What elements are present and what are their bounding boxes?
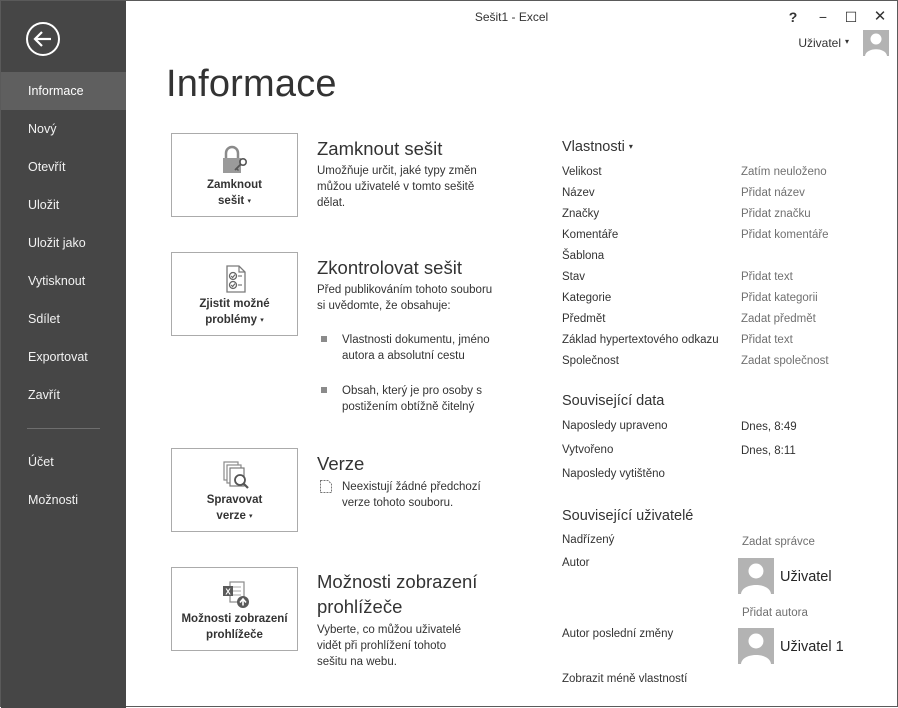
property-value-company[interactable]: Zadat společnost	[741, 355, 829, 367]
document-icon	[319, 479, 333, 499]
title-bar	[126, 1, 897, 33]
inspect-document-icon	[172, 263, 297, 295]
browser-view-options-button[interactable]	[171, 567, 298, 651]
property-value-subject[interactable]: Zadat předmět	[741, 313, 816, 325]
property-label: Předmět	[562, 313, 606, 325]
property-label: Společnost	[562, 355, 619, 367]
related-dates-heading: Související data	[562, 393, 665, 409]
property-label: Komentáře	[562, 229, 619, 241]
property-value-hyperlink-base[interactable]: Přidat text	[741, 334, 793, 346]
nav-item-ulozit[interactable]: Uložit	[28, 198, 60, 212]
protect-workbook-button[interactable]	[171, 133, 298, 217]
property-label: Kategorie	[562, 292, 612, 304]
author-label: Autor	[562, 557, 590, 569]
backstage-nav	[1, 72, 126, 519]
date-label: Naposledy upraveno	[562, 420, 668, 432]
property-label: Značky	[562, 208, 600, 220]
nav-item-otevrit[interactable]: Otevřít	[28, 160, 66, 174]
browser-tile-label: Možnosti zobrazení prohlížeče	[181, 613, 288, 641]
check-for-issues-button[interactable]	[171, 252, 298, 336]
nav-item-vytisknout[interactable]: Vytisknout	[28, 274, 86, 288]
property-label: Základ hypertextového odkazu	[562, 334, 719, 346]
page-title: Informace	[166, 63, 337, 105]
properties-heading[interactable]: Vlastnosti ▾	[562, 139, 633, 155]
svg-text:X: X	[224, 587, 231, 597]
nav-item-moznosti[interactable]: Možnosti	[28, 493, 79, 507]
help-button[interactable]: ?	[788, 9, 798, 25]
property-value-comments[interactable]: Přidat komentáře	[741, 229, 829, 241]
protect-heading: Zamknout sešit	[317, 138, 443, 159]
show-fewer-properties-link[interactable]: Zobrazit méně vlastností	[562, 673, 688, 685]
add-author-input[interactable]: Přidat autora	[742, 607, 808, 619]
browser-heading: Možnosti zobrazení prohlížeče	[317, 571, 478, 617]
last-modified-by-name[interactable]: Uživatel 1	[780, 639, 844, 655]
avatar	[738, 628, 774, 664]
nav-item-ulozit-jako[interactable]: Uložit jako	[28, 236, 86, 250]
bullet-icon	[321, 387, 327, 393]
date-value-created: Dnes, 8:11	[741, 445, 796, 457]
backstage-sidebar	[1, 1, 126, 708]
browser-description: Vyberte, co můžou uživatelé vidět při prohlížení tohoto sešitu na webu.	[317, 624, 462, 668]
manage-versions-button[interactable]	[171, 448, 298, 532]
protect-description: Umožňuje určit, jaké typy změn můžou uživatelé v tomto sešitě dělat.	[317, 165, 477, 209]
inspect-bullet-item: Vlastnosti dokumentu, jméno autora a absolutní cestu	[342, 334, 490, 362]
bullet-icon	[321, 336, 327, 342]
account-name[interactable]: Uživatel	[798, 36, 841, 50]
excel-browser-icon	[172, 578, 297, 610]
author-name[interactable]: Uživatel	[780, 569, 832, 585]
nav-item-novy[interactable]: Nový	[28, 122, 57, 136]
inspect-bullet-item: Obsah, který je pro osoby s postižením obtížně čitelný	[342, 385, 482, 413]
maximize-button[interactable]: ☐	[844, 9, 858, 25]
date-label: Vytvořeno	[562, 444, 614, 456]
property-value-title[interactable]: Přidat název	[741, 187, 805, 199]
property-label: Stav	[562, 271, 586, 283]
versions-tile-label: Spravovat verze ▾	[206, 494, 263, 522]
chevron-down-icon: ▾	[628, 142, 633, 151]
property-value-category[interactable]: Přidat kategorii	[741, 292, 818, 304]
lock-icon	[172, 144, 297, 176]
nav-item-sdilet[interactable]: Sdílet	[28, 312, 60, 326]
inspect-description: Před publikováním tohoto souboru si uvědomte, že obsahuje:	[317, 284, 493, 312]
nav-item-exportovat[interactable]: Exportovat	[28, 350, 88, 364]
nav-item-zavrit[interactable]: Zavřít	[28, 388, 60, 402]
minimize-button[interactable]: −	[818, 9, 828, 25]
chevron-down-icon[interactable]: ▾	[844, 37, 849, 46]
property-value-status[interactable]: Přidat text	[741, 271, 793, 283]
nav-divider	[27, 428, 100, 429]
date-label: Naposledy vytištěno	[562, 468, 665, 480]
last-modified-by-label: Autor poslední změny	[562, 628, 674, 640]
manage-versions-icon	[172, 459, 297, 491]
versions-description: Neexistují žádné předchozí verze tohoto souboru.	[342, 481, 481, 509]
nav-item-ucet[interactable]: Účet	[28, 455, 54, 469]
versions-heading: Verze	[317, 453, 365, 474]
close-button[interactable]: ✕	[873, 8, 887, 25]
property-value-size: Zatím neuloženo	[741, 166, 827, 178]
property-label: Šablona	[562, 250, 605, 262]
property-value-tags[interactable]: Přidat značku	[741, 208, 811, 220]
nav-item-informace[interactable]: Informace	[1, 72, 126, 110]
avatar[interactable]	[863, 30, 889, 56]
window-title: Sešit1 - Excel	[474, 10, 549, 24]
manager-input[interactable]: Zadat správce	[742, 536, 815, 548]
inspect-tile-label: Zjistit možné problémy ▾	[199, 298, 270, 326]
manager-label: Nadřízený	[562, 534, 615, 546]
property-label: Velikost	[562, 166, 602, 178]
property-label: Název	[562, 187, 595, 199]
related-people-heading: Související uživatelé	[562, 508, 694, 524]
date-value-last-modified: Dnes, 8:49	[741, 421, 797, 433]
protect-tile-label: Zamknout sešit ▾	[207, 179, 262, 207]
avatar	[738, 558, 774, 594]
back-arrow-icon[interactable]	[25, 21, 61, 57]
inspect-heading: Zkontrolovat sešit	[317, 257, 462, 278]
